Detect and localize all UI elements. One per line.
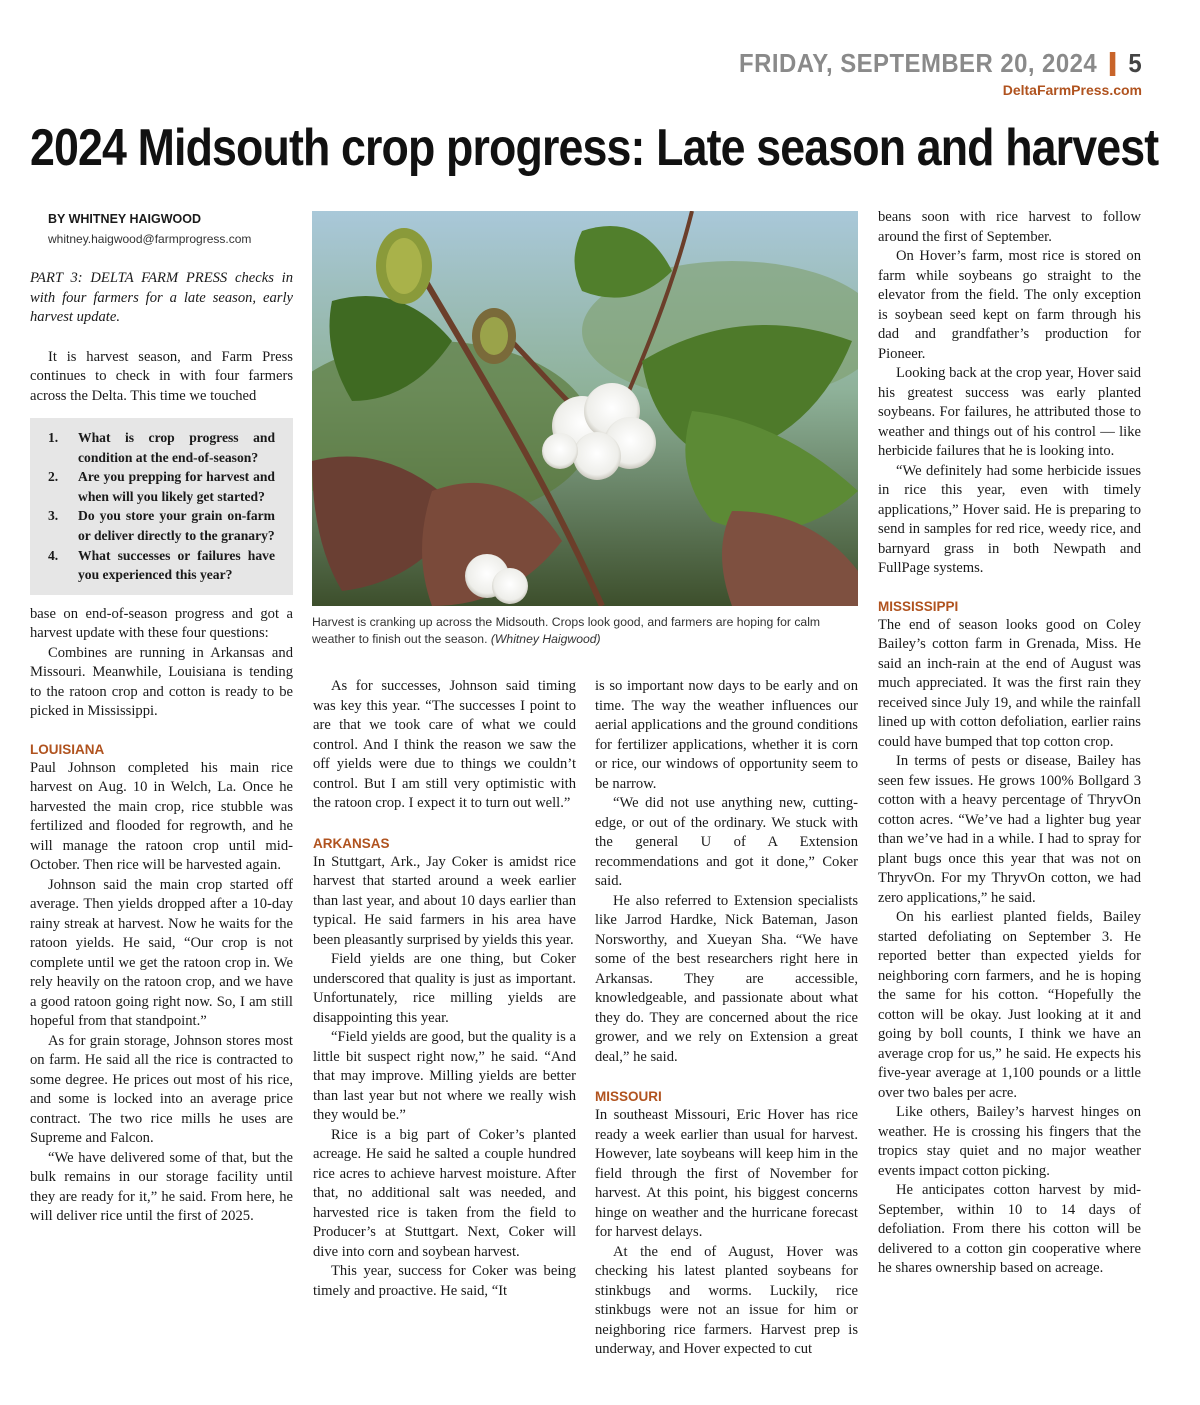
paragraph: The end of season looks good on Coley Bailey’s cotton farm in Grenada, Miss. He said an inch-rain at the end of August was much appreciated. It was the first rain they received since July 19, and while the rainfall lined up with cotton defoliation, earlier rains could have bumped that top cotton crop. <box>878 616 1141 750</box>
paragraph: “We definitely had some herbicide issues in rice this year, even with timely applications,” Hover said. He is preparing to send in samples for red rice, weedy rice, and barnyard grass in both Newpath and FullPage systems. <box>878 462 1141 576</box>
paragraph: In Stuttgart, Ark., Jay Coker is amidst rice harvest that started around a week earlier than last year, and about 10 days earlier than typical. He said farmers in his area have been pleasantly surprised by yields this year. <box>313 853 576 948</box>
paragraph: On his earliest planted fields, Bailey started defoliating on September 3. He reported better than expected yields for neighboring corn farmers, and he is hoping the same for his cotton. “Hopefully the cotton will be okay. Just looking at it and going by boll counts, I think we have an average crop for us,” he said. He expects his five-year average at 1,100 pounds or a little over two bales per acre. <box>878 909 1141 1101</box>
paragraph: base on end-of-season progress and got a harvest update with these four questions: <box>30 605 293 642</box>
paragraph: He also referred to Extension specialists like Jarrod Hardke, Nick Bateman, Jason Norsworthy, and Xueyan Sha. “We have some of the best researchers right here in Arkansas. They are accessible, knowledgeable, and passionate about what they do. They are concerned about the rice grower, and we rely on Extension a great deal,” he said. <box>595 892 858 1065</box>
paragraph: Field yields are one thing, but Coker underscored that quality is just as important. Unfortunately, rice milling yields are disappointing this year. <box>313 951 576 1026</box>
paragraph: Like others, Bailey’s harvest hinges on weather. He is crossing his fingers that the tropics stay quiet and no major weather events impact cotton picking. <box>878 1104 1141 1179</box>
paragraph: is so important now days to be early and on time. The way the weather influences our aerial applications and the ground conditions for fertilizer applications, whether it is corn or rice, our windows of opportunity seem to be narrow. <box>595 678 858 792</box>
paragraph: Paul Johnson completed his main rice harvest on Aug. 10 in Welch, La. Once he harvested the main crop, rice stubble was fertilized and flooded for regrowth, and he will manage the ratoon crop until mid-October. Then rice will be harvested again. <box>30 759 293 874</box>
column-1 <box>30 210 293 1227</box>
website-link[interactable]: DeltaFarmPress.com <box>1002 82 1142 98</box>
article-headline: 2024 Midsouth crop progress: Late season and harvest <box>30 119 1159 177</box>
paragraph: Rice is a big part of Coker’s planted acreage. He said he salted a couple hundred rice acres to achieve harvest moisture. After that, no additional salt was needed, and harvested rice is taken from the field to Producer’s at Stuttgart. Next, Coker will dive into corn and soybean harvest. <box>313 1126 576 1260</box>
column-2 <box>313 677 576 1301</box>
issue-date: FRIDAY, SEPTEMBER 20, 2024 <box>738 48 1097 78</box>
caption-text: Harvest is cranking up across the Midsouth. Crops look good, and farmers are hoping for calm weather to finish out the season. <box>312 615 821 646</box>
intro-deck: PART 3: DELTA FARM PRESS checks in with four farmers for a late season, early harvest update. <box>30 270 293 325</box>
paragraph: At the end of August, Hover was checking his latest planted soybeans for stinkbugs and worms. Luckily, rice stinkbugs were not an issue for him or neighboring rice farmers. Harvest prep is underway, and Hover expected to cut <box>595 1243 858 1357</box>
divider-bar <box>1110 52 1116 76</box>
question-item: 3. Do you store your grain on-farm or deliver directly to the granary? <box>48 508 275 543</box>
column-4 <box>878 208 1141 1279</box>
dateline <box>739 48 1142 79</box>
paragraph: As for grain storage, Johnson stores most on farm. He said all the rice is contracted to some degree. He prices out most of his rice, and some is locked into an average price contract. The two rice mills he uses are Supreme and Falcon. <box>30 1032 293 1147</box>
paragraph: “We did not use anything new, cutting-edge, or out of the ordinary. We stuck with the general U of A Extension recommendations and got it done,” Coker said. <box>595 795 858 889</box>
paragraph: On Hover’s farm, most rice is stored on farm while soybeans go straight to the elevator from the field. The only exception is soybean seed kept on farm through his dad and grandfather’s production for Pioneer. <box>878 248 1141 362</box>
paragraph: Looking back at the crop year, Hover said his greatest success was early planted soybeans. For failures, he attributed those to weather and things out of his control — like herbicide failures that he is looking into. <box>878 365 1141 459</box>
section-heading-missouri: MISSOURI <box>595 1089 662 1104</box>
paragraph: In southeast Missouri, Eric Hover has rice ready a week earlier than usual for harvest. However, late soybeans will keep him in the field through the first of November for harvest. At this point, his biggest concerns hinge on weather and the hurricane forecast for harvest delays. <box>595 1107 858 1240</box>
column-3 <box>595 677 858 1360</box>
cotton-photo <box>312 211 858 606</box>
paragraph: In terms of pests or disease, Bailey has seen few issues. He grows 100% Bollgard 3 cotton with a heavy percentage of ThryvOn cotton acres. “We’ve had a lighter bug year than we’ve had in a while. I had to spray for plant bugs once this year that was not on ThryvOn. For my ThryvOn cotton, we had zero applications,” he said. <box>878 753 1141 906</box>
lead-paragraph: It is harvest season, and Farm Press continues to check in with four farmers across the Delta. This time we touched <box>30 348 293 404</box>
section-heading-mississippi: MISSISSIPPI <box>878 598 959 614</box>
paragraph: “We have delivered some of that, but the bulk remains in our storage facility until they are ready for it,” he said. From here, he will deliver rice until the first of 2025. <box>30 1149 293 1225</box>
question-item: 4. What successes or failures have you experienced this year? <box>48 547 275 583</box>
paragraph: As for successes, Johnson said timing was key this year. “The successes I point to are that we took care of what we could control. And I think the reason we saw the off yields were due to things we couldn’t control. But I am still very optimistic with the ratoon crop. I expect it to turn out well.” <box>313 678 576 811</box>
photo-caption <box>312 614 858 648</box>
paragraph: beans soon with rice harvest to follow around the first of September. <box>878 209 1141 245</box>
paragraph: “Field yields are good, but the quality is a little bit suspect right now,” he said. “And that may improve. Milling yields are better than last year but not where we really wish they would be.” <box>313 1029 576 1123</box>
paragraph: This year, success for Coker was being timely and proactive. He said, “It <box>313 1263 576 1299</box>
page-number: 5 <box>1128 48 1142 78</box>
author-email[interactable]: whitney.haigwood@farmprogress.com <box>48 231 252 246</box>
questions-box <box>30 418 293 595</box>
section-heading-louisiana: LOUISIANA <box>30 741 105 757</box>
question-item: 2. Are you prepping for harvest and when will you likely get started? <box>48 469 275 504</box>
byline: BY WHITNEY HAIGWOOD <box>48 212 202 226</box>
paragraph: Johnson said the main crop started off average. Then yields dropped after a 10-day rainy streak at harvest. Now he waits for the ratoon yields. He said, “Our crop is not complete until we get the ratoon crop in. We rely heavily on the ratoon crop, and we have a good ratoon going right now. So, I am still hopeful from that standpoint.” <box>30 876 293 1030</box>
paragraph: He anticipates cotton harvest by mid-September, within 10 to 14 days of defoliation. From there his cotton will be delivered to a cotton gin cooperative where he shares ownership based on acreage. <box>878 1182 1141 1276</box>
paragraph: Combines are running in Arkansas and Missouri. Meanwhile, Louisiana is tending to the ratoon crop and cotton is ready to be picked in Mississippi. <box>30 644 293 720</box>
section-heading-arkansas: ARKANSAS <box>313 835 390 851</box>
photo-credit: (Whitney Haigwood) <box>490 632 601 646</box>
question-item: 1. What is crop progress and condition at the end-of-season? <box>48 430 275 465</box>
